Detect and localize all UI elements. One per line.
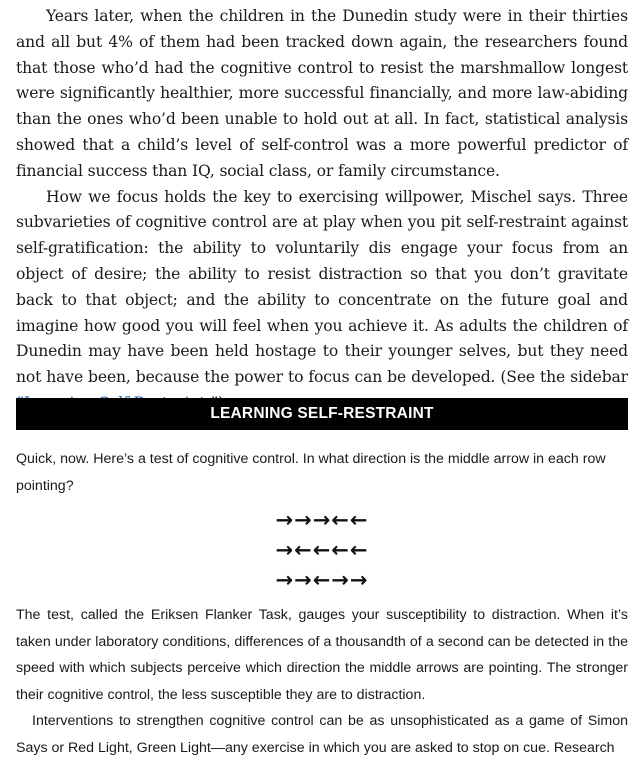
main-text xyxy=(16,4,628,417)
sidebar-title: LEARNING SELF-RESTRAINT xyxy=(210,405,434,422)
sidebar-body xyxy=(16,602,628,761)
sidebar-paragraph-interventions: Interventions to strengthen cognitive control can be as unsophisticated as a game of Simon Says or Red Light, Green Light—any exercise in which you are asked to stop on cue. Research xyxy=(16,713,628,756)
paragraph-focus-text: How we focus holds the key to exercising willpower, Mischel says. Three subvarieties of cognitive control are at play when you pit self-restraint against self-gratification: the ability to voluntarily dis engage your focus from an object of desire; the ability to resist distraction so that you don’t gravitate back to that object; and the ability to concentrate on the future goal and imagine how good you will feel when you achieve it. As adults the children of Dunedin may have been held hostage to their younger selves, but they need not have been, because the power to focus can be developed. (See the sidebar xyxy=(16,187,628,387)
arrow-row-2: →←←←← xyxy=(275,538,369,562)
paragraph-dunedin-study: Years later, when the children in the Dunedin study were in their thirties and all but 4% of them had been tracked down again, the researchers found that those who’d had the cognitive control to resist the marshmallow longest were significantly healthier, more successful financially, and more law-abiding than the ones who’d been unable to hold out at all. In fact, statistical analysis showed that a child’s level of self-control was a more powerful predictor of financial success than IQ, social class, or family circumstance. xyxy=(16,7,628,180)
sidebar-paragraph-flanker: The test, called the Eriksen Flanker Task, gauges your susceptibility to distraction. When it’s taken under laboratory conditions, differences of a thousandth of a second can be detected in the speed with which subjects perceive which direction the middle arrows are pointing. The stronger their cognitive control, the less susceptible they are to distraction. xyxy=(16,607,628,703)
flanker-arrows xyxy=(0,505,644,595)
paragraph-focus-willpower xyxy=(16,185,628,417)
sidebar-header xyxy=(16,398,628,430)
arrow-row-1: →→→←← xyxy=(275,508,369,532)
sidebar-intro: Quick, now. Here’s a test of cognitive control. In what direction is the middle arrow in each row pointing? xyxy=(16,451,606,494)
arrow-row-3: →→←→→ xyxy=(275,568,369,592)
sidebar-intro-block xyxy=(16,446,628,499)
